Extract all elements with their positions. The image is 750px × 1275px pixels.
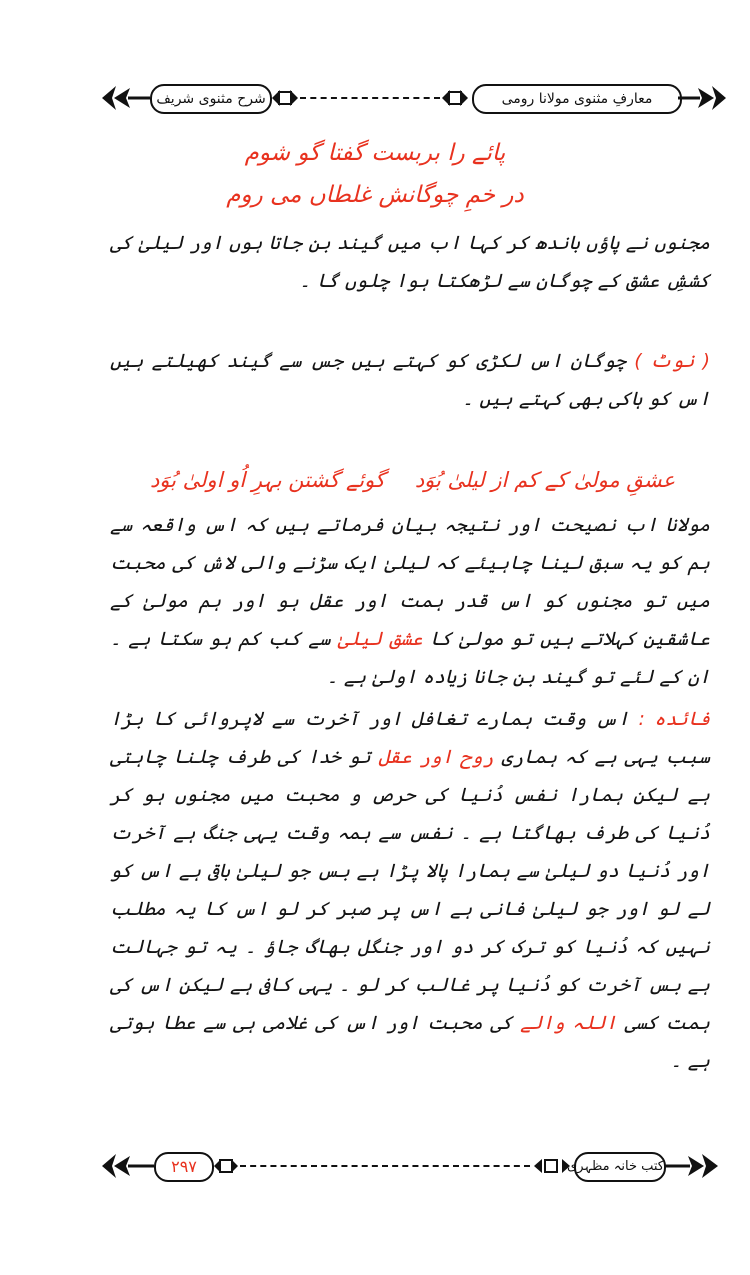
page-footer [100, 1148, 728, 1184]
knot-ornament-icon [440, 78, 470, 118]
couplet-line-1: پائے را بربست گفتا گو شوم [244, 140, 506, 166]
knot-ornament-icon [532, 1148, 572, 1184]
paragraph-story: مجنوں نے پاؤں باندھ کر کہا اب میں گیند بن جاتا ہوں اور لیلیٰ کی کششِ عشق کے چوگان سے لڑھکتا ہوا چلوں گا ۔ [110, 232, 710, 292]
lesson-text: مولانا اب نصیحت اور نتیجہ بیان فرماتے ہیں کہ اس واقعہ سے ہم کو یہ سبق لینا چاہیئے کہ لیلیٰ ایک سڑنے والی لاش کی محبت میں تو مجنوں کو اس قدر ہمت اور عقل ہو اور ہم مولیٰ کے عاشقین کہلاتے ہیں تو مولیٰ کا [110, 514, 710, 650]
header-book-title: شرح مثنوی شریف [150, 84, 272, 114]
highlight-ruh-aql: روح اور عقل [378, 746, 494, 768]
right-fleuron-icon [678, 78, 728, 118]
couplet-line-2: در خمِ چوگانش غلطاں می روم [226, 182, 524, 208]
note-label: ( نوٹ ) [634, 350, 710, 372]
right-fleuron-icon [664, 1148, 728, 1184]
lesson-text-end: سے کب کم ہو سکتا ہے ۔ ان کے لئے تو گیند بن جانا زیادہ اولیٰ ہے ۔ [110, 628, 710, 688]
paragraph-note [110, 342, 710, 418]
benefit-text-middle: تو خدا کی طرف چلنا چاہتی ہے لیکن ہمارا نفس دُنیا کی حرص و محبت میں مجنوں ہو کر دُنیا کی طرف بھاگتا ہے ۔ نفس سے ہمہ وقت یہی جنگ ہے آخرت اور دُنیا دو لیلیٰ سے ہمارا پالا پڑا ہے بس جو لیلیٰ باقی ہے اس کو لے لو اور جو لیلیٰ فانی ہے اس پر صبر کر لو اس کا یہ مطلب نہیں کہ دُنیا کو ترک کر دو اور جنگل بھاگ جاؤ ۔ یہ تو جہالت ہے بس آخرت کو دُنیا پر غالب کر لو ۔ یہی کافی ہے لیکن اس کی ہمت کسی [110, 746, 710, 1034]
knot-ornament-icon [212, 1148, 240, 1184]
page-number: ۲۹۷ [154, 1152, 214, 1182]
publisher-badge: کتب خانہ مظہری [574, 1152, 666, 1182]
left-fleuron-icon [100, 78, 150, 118]
benefit-text: اس وقت ہمارے تغافل اور آخرت سے لاپروائی کا بڑا سبب یہی ہے کہ ہماری [110, 708, 710, 768]
left-fleuron-icon [100, 1148, 154, 1184]
chain-ornament [240, 1165, 530, 1169]
highlight-ishq-laila: عشق لیلیٰ [337, 628, 423, 650]
benefit-text-end: کی محبت اور اس کی غلامی ہی سے عطا ہوتی ہے ۔ [110, 1012, 710, 1072]
paragraph-lesson [110, 506, 710, 696]
benefit-label: فائدہ : [638, 708, 710, 730]
couplet-2-part-1: عشقِ مولیٰ کے کم از لیلیٰ بُوَد [414, 468, 676, 492]
chain-ornament [300, 97, 440, 101]
paragraph-benefit [110, 700, 710, 1140]
knot-ornament-icon [270, 78, 300, 118]
header-series-title: معارفِ مثنوی مولانا رومی [472, 84, 682, 114]
couplet-2-part-2: گوئے گشتن بہرِ اُو اولیٰ بُوَد [149, 468, 385, 492]
note-text: چوگان اس لکڑی کو کہتے ہیں جس سے گیند کھیلتے ہیں اس کو ہاکی بھی کہتے ہیں ۔ [110, 350, 710, 410]
page-header [100, 78, 728, 118]
highlight-allah-wale: اللہ والے [520, 1012, 617, 1034]
